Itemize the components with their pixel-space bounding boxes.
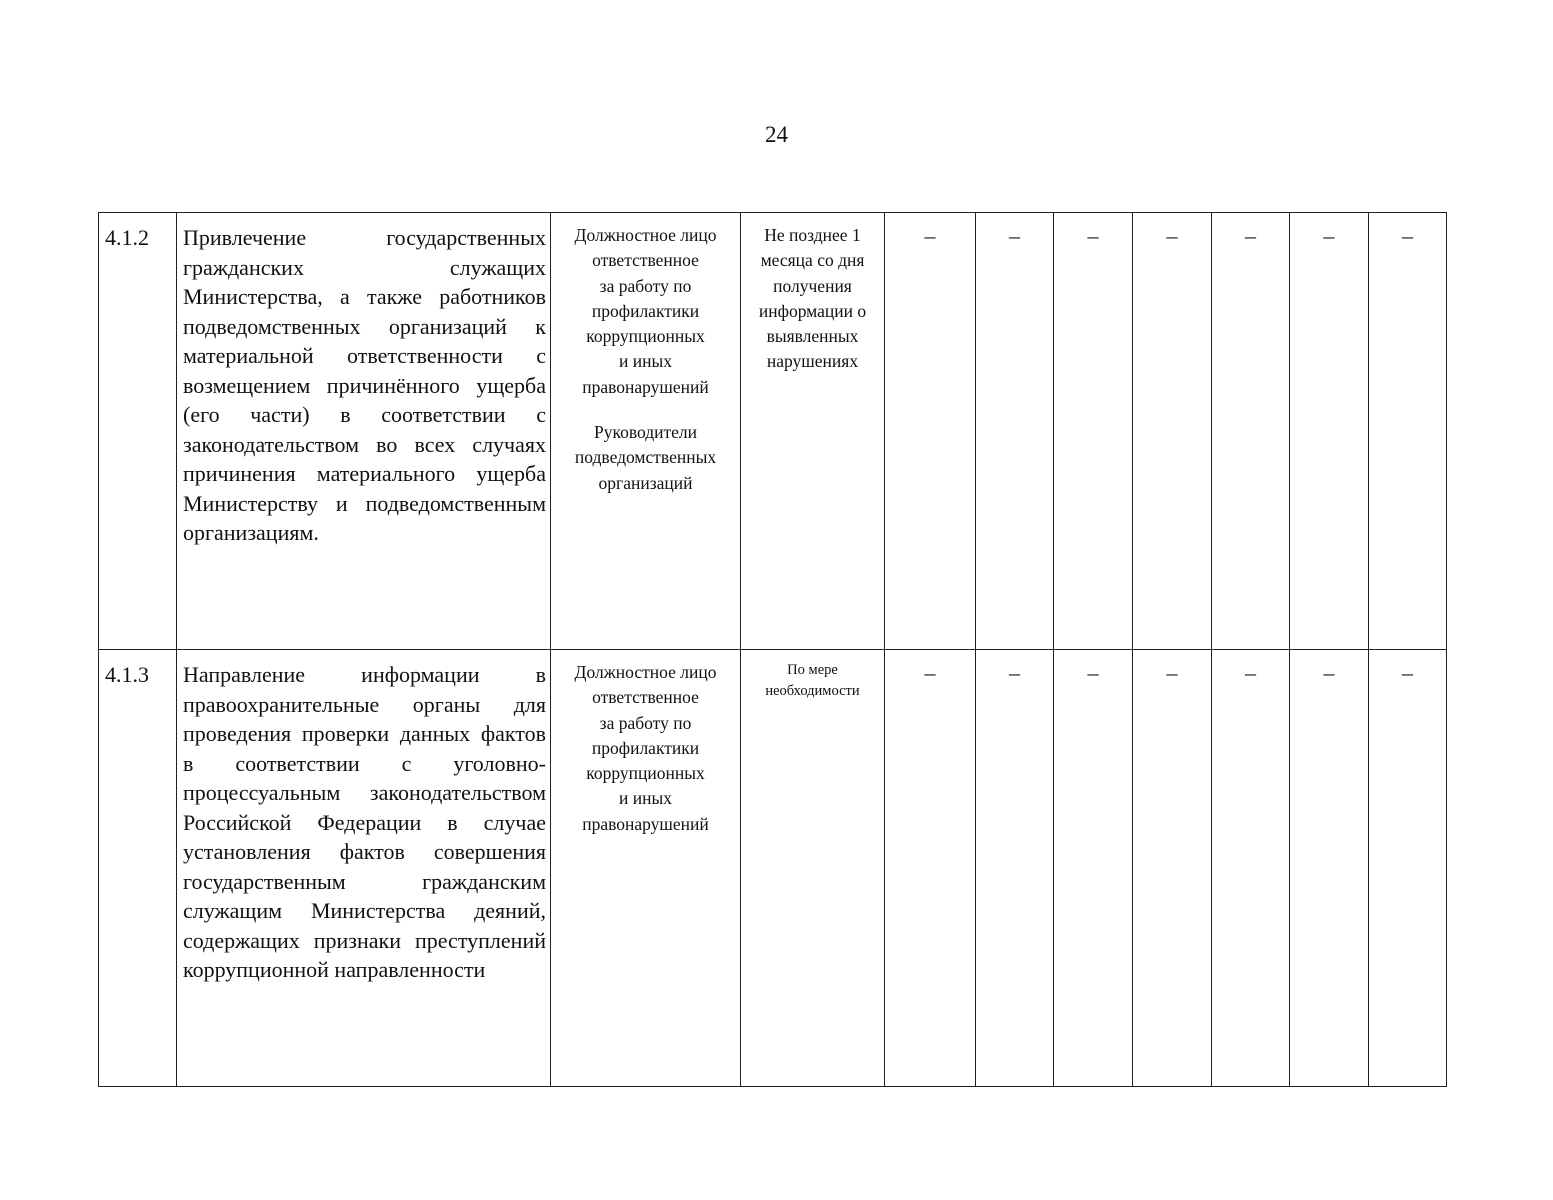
responsible-cell	[551, 650, 741, 1087]
responsible-line: подведомственных	[574, 447, 717, 468]
value-cell: –	[1054, 650, 1133, 1087]
responsible-cell	[551, 213, 741, 650]
deadline-line: о	[857, 300, 867, 321]
measures-table	[98, 212, 1447, 1087]
deadline-cell	[741, 213, 885, 650]
value-cell: –	[1369, 213, 1447, 650]
deadline-line: со дня	[817, 250, 865, 271]
value-cell: –	[976, 650, 1054, 1087]
value-cell: –	[885, 650, 976, 1087]
table-row	[99, 650, 1447, 1087]
item-number: 4.1.3	[99, 650, 177, 1087]
responsible-line: Должностное лицо	[574, 225, 717, 245]
responsible-line: профилактики	[591, 300, 700, 321]
value-cell: –	[885, 213, 976, 650]
item-description: Направление информации в правоохранительные органы для проведения проверки данных фактов в соответствии с уголовно-процессуальным законодательством Российской Федерации в случае установления фактов совершения государственным гражданским служащим Министерства деяний, содержащих признаки преступлений коррупционной направленности	[177, 650, 551, 1087]
responsible-line: и иных	[619, 351, 672, 372]
responsible-line: и иных	[619, 788, 672, 809]
value-cell: –	[1212, 650, 1290, 1087]
value-cell: –	[1133, 650, 1212, 1087]
value-cell: –	[976, 213, 1054, 650]
responsible-line: Руководители	[593, 422, 698, 443]
responsible-line: профилактики	[591, 737, 700, 758]
deadline-line: необходимости	[765, 683, 860, 699]
value-cell: –	[1290, 650, 1369, 1087]
spacer	[554, 400, 737, 420]
responsible-line: за работу по	[599, 712, 692, 733]
responsible-line: Должностное лицо	[574, 662, 717, 682]
deadline-line: выявленных	[766, 326, 859, 347]
deadline-line: информации	[758, 300, 853, 321]
deadline-line: По мере	[787, 662, 838, 678]
value-cell: –	[1369, 650, 1447, 1087]
page-number: 24	[765, 122, 788, 147]
deadline-line: Не позднее	[764, 225, 848, 245]
responsible-line: коррупционных	[586, 763, 705, 784]
value-cell: –	[1133, 213, 1212, 650]
value-cell: –	[1054, 213, 1133, 650]
value-cell: –	[1212, 213, 1290, 650]
deadline-line: нарушениях	[766, 351, 859, 372]
table-row	[99, 213, 1447, 650]
deadline-cell	[741, 650, 885, 1087]
responsible-line: коррупционных	[586, 326, 705, 347]
value-cell: –	[1290, 213, 1369, 650]
responsible-line: правонарушений	[582, 813, 709, 834]
responsible-line: за работу по	[599, 275, 692, 296]
responsible-line: ответственное	[592, 250, 699, 271]
deadline-line: 1 месяца	[760, 225, 861, 271]
deadline-line: получения	[773, 275, 852, 296]
item-description: Привлечение государственных гражданских служащих Министерства, а также работников подведомственных организаций к материальной ответственности с возмещением причинённого ущерба (его части) в соответствии с законодательством во всех случаях причинения материального ущерба Министерству и подведомственным организациям.	[177, 213, 551, 650]
item-number: 4.1.2	[99, 213, 177, 650]
responsible-line: организаций	[598, 472, 693, 493]
responsible-line: ответственное	[592, 687, 699, 708]
responsible-line: правонарушений	[582, 376, 709, 397]
